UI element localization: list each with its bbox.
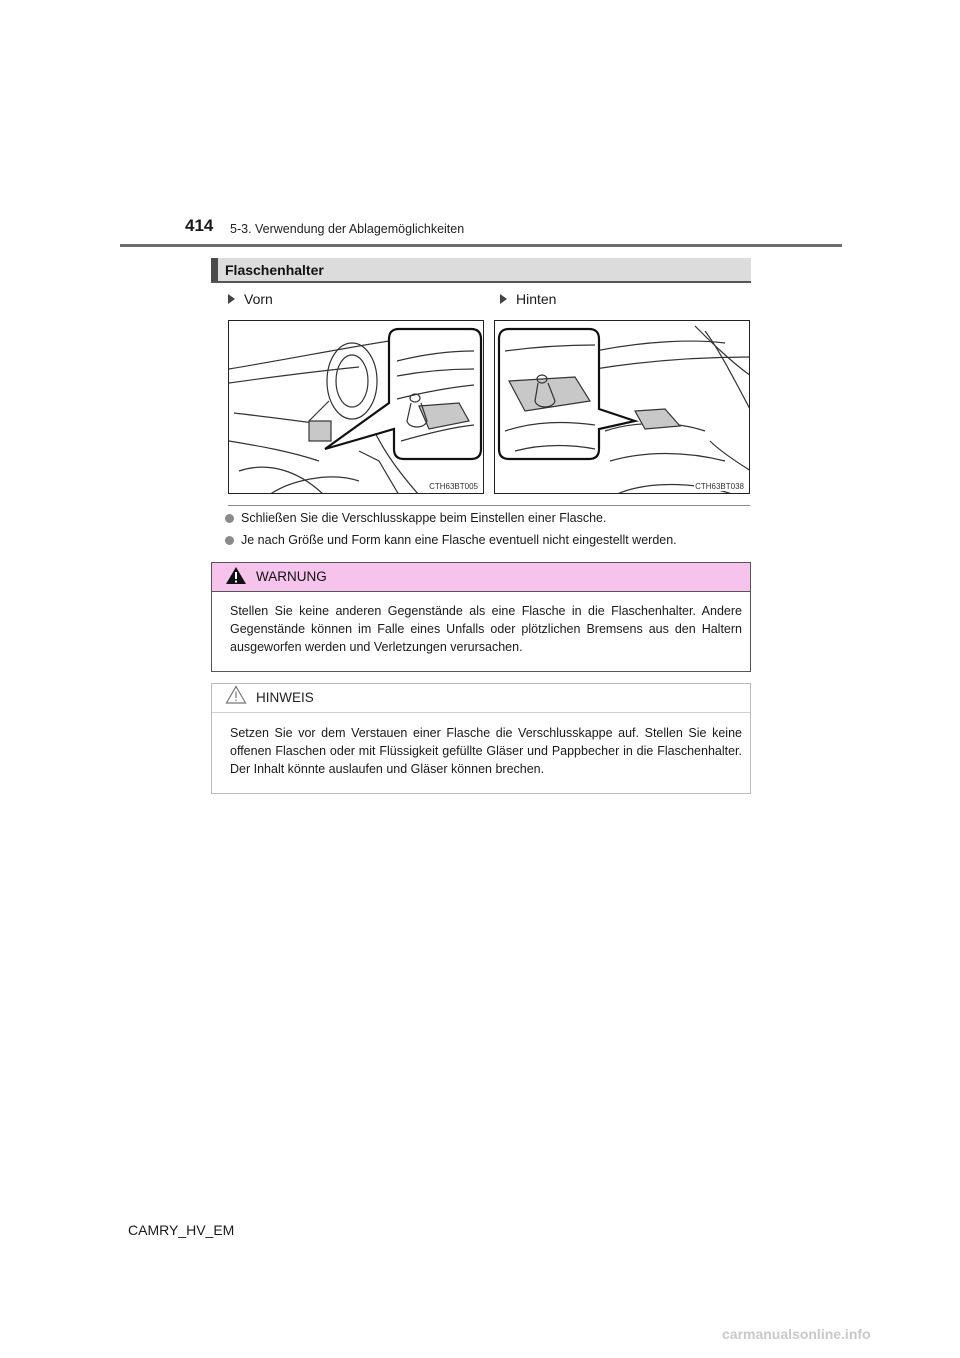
figure-label-front <box>228 291 273 307</box>
warning-box <box>211 562 751 672</box>
warning-text: Stellen Sie keine anderen Gegenstände als eine Flasche in die Flaschenhalter. Andere Gegenstände können im Falle eines Unfalls oder plötzlichen Bremsens aus den Haltern ausgeworfen werden und Verletzungen verursachen. <box>230 604 742 654</box>
header-rule <box>120 244 842 247</box>
front-bottle-holder-illustration <box>228 320 484 494</box>
warning-header <box>212 563 750 592</box>
page-number: 414 <box>185 216 214 235</box>
notice-header <box>212 684 750 713</box>
figure-code-front: CTH63BT005 <box>429 482 478 491</box>
section-heading-bar <box>211 258 751 283</box>
figure-bottom-rule <box>228 505 750 506</box>
caution-triangle-icon <box>225 685 247 704</box>
running-head: 5-3. Verwendung der Ablagemöglichkeiten <box>230 222 465 236</box>
figure-label-rear <box>500 291 556 307</box>
warning-title: WARNUNG <box>256 569 327 584</box>
rear-bottle-holder-illustration <box>494 320 750 494</box>
figure-label-front-text: Vorn <box>244 291 273 307</box>
list-item <box>225 533 677 547</box>
figure-code-rear: CTH63BT038 <box>695 482 744 491</box>
notice-title: HINWEIS <box>256 690 314 705</box>
section-marker <box>211 258 218 281</box>
notice-text: Setzen Sie vor dem Verstauen einer Flasche die Verschlusskappe auf. Stellen Sie keine offenen Flaschen oder mit Flüssigkeit gefüllte Gläser und Pappbecher in die Flaschenhalter. Der Inhalt könnte auslaufen und Gläser können brechen. <box>230 726 742 776</box>
watermark: carmanualsonline.info <box>722 1326 871 1342</box>
model-code: CAMRY_HV_EM <box>128 1222 235 1238</box>
bullet-text: Je nach Größe und Form kann eine Flasche eventuell nicht eingestellt werden. <box>241 533 677 547</box>
rear-cabin-drawing <box>495 321 750 494</box>
bullet-dot-icon <box>225 536 234 545</box>
figure-label-rear-text: Hinten <box>516 291 557 307</box>
warning-triangle-icon <box>225 566 247 585</box>
triangle-bullet-icon <box>500 294 507 304</box>
section-title: Flaschenhalter <box>225 262 324 278</box>
front-cabin-drawing <box>229 321 484 494</box>
bullet-dot-icon <box>225 514 234 523</box>
list-item <box>225 511 606 525</box>
notice-box <box>211 683 751 794</box>
bullet-text: Schließen Sie die Verschlusskappe beim Einstellen einer Flasche. <box>241 511 607 525</box>
triangle-bullet-icon <box>228 294 235 304</box>
